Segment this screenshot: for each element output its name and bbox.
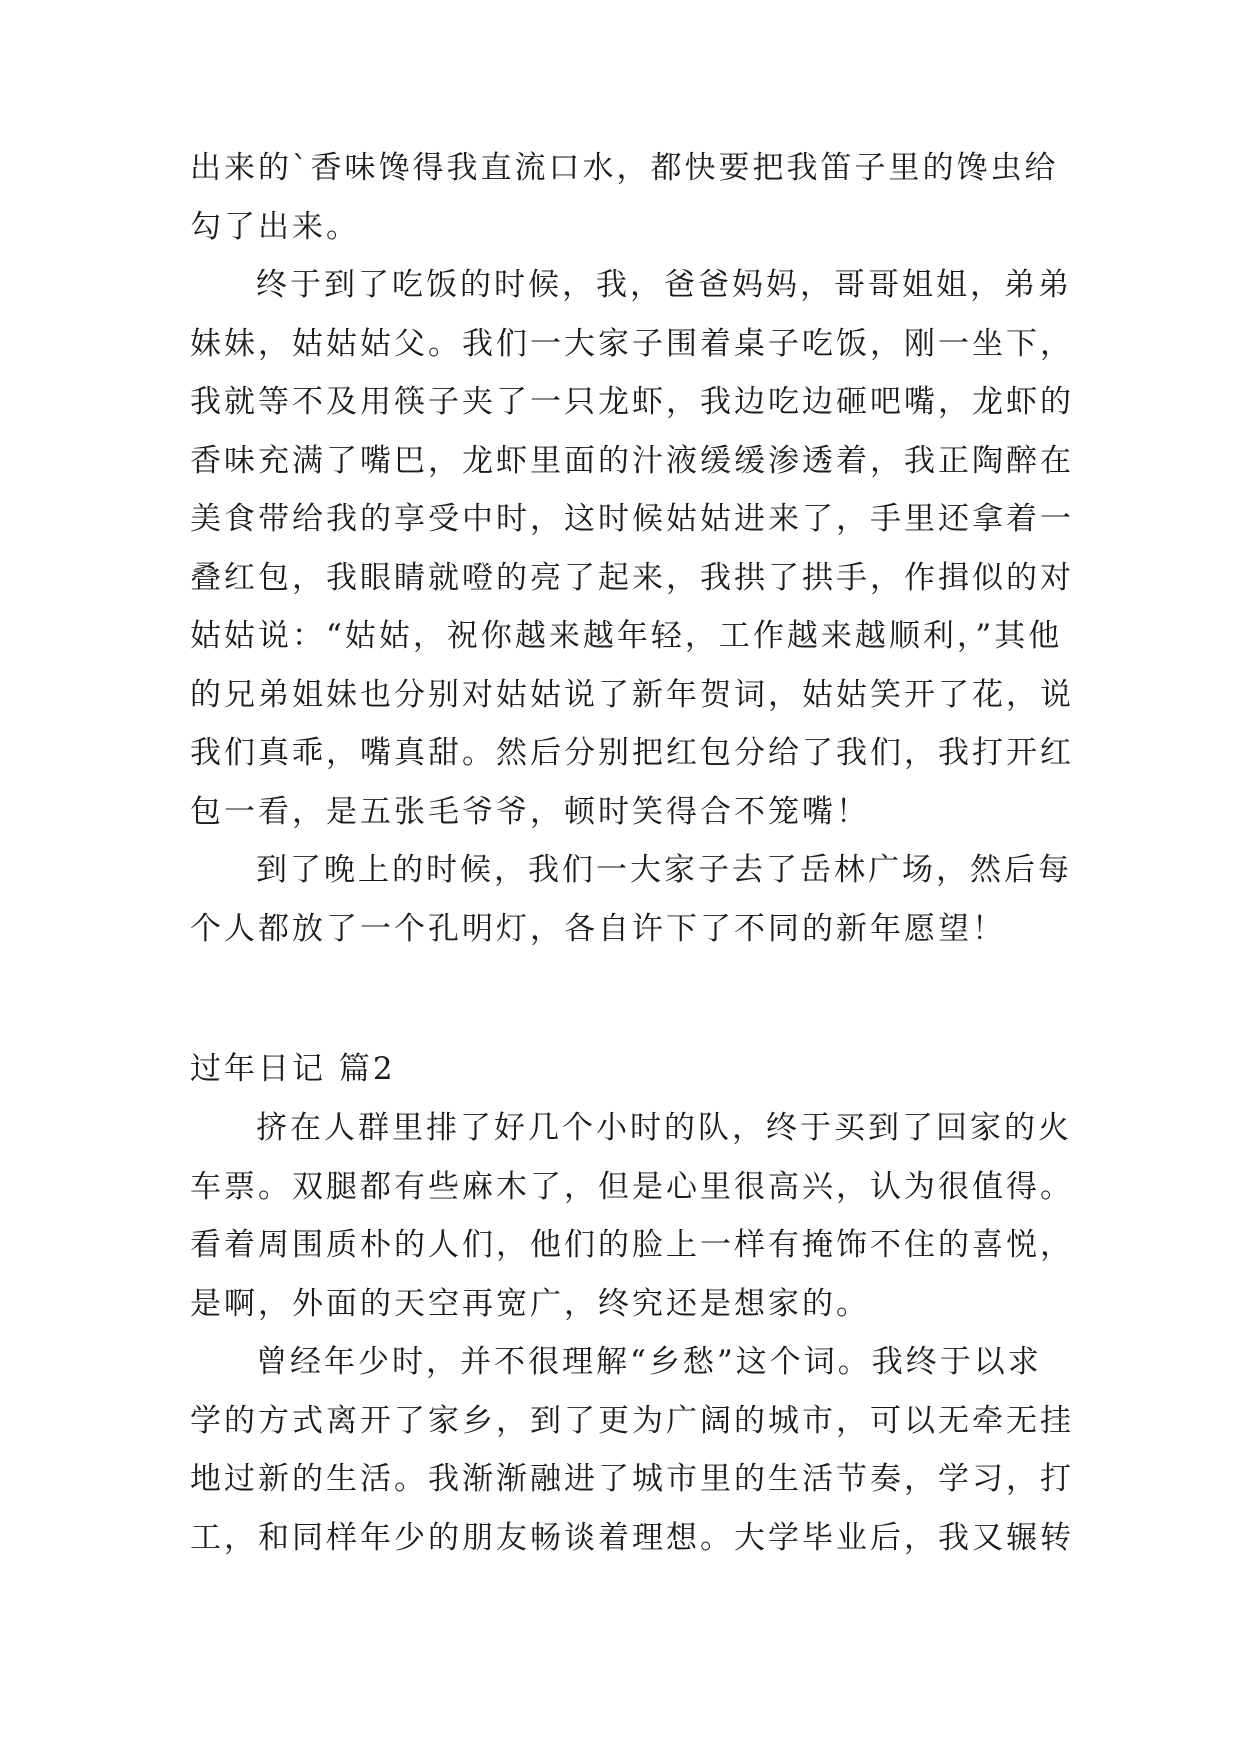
diary-continuation-block [190, 139, 1074, 958]
paragraph-line: 包一看，是五张毛爷爷，顿时笑得合不笼嘴！ [190, 793, 870, 830]
paragraph-line: 我就等不及用筷子夹了一只龙虾，我边吃边砸吧嘴，龙虾的 [190, 384, 1074, 420]
paragraph-line: 个人都放了一个孔明灯，各自许下了不同的新年愿望！ [190, 910, 1006, 947]
paragraph-line: 香味充满了嘴巴，龙虾里面的汁液缓缓渗透着，我正陶醉在 [190, 442, 1074, 479]
section-2-body [190, 1099, 1074, 1567]
paragraph-line: 我们真乖，嘴真甜。然后分别把红包分给了我们，我打开红 [190, 735, 1074, 771]
paragraph-line: 工，和同样年少的朋友畅谈着理想。大学毕业后，我又辗转 [190, 1519, 1074, 1556]
paragraph-line: 挤在人群里排了好几个小时的队，终于买到了回家的火 [256, 1110, 1072, 1146]
paragraph-line: 出来的`香味馋得我直流口水，都快要把我笛子里的馋虫给 [190, 150, 1059, 186]
paragraph-line: 到了晚上的时候，我们一大家子去了岳林广场，然后每 [256, 852, 1072, 888]
paragraph-line: 曾经年少时，并不很理解“乡愁”这个词。我终于以求 [256, 1344, 1042, 1380]
paragraph-line: 车票。双腿都有些麻木了，但是心里很高兴，认为很值得。 [190, 1168, 1074, 1205]
paragraph-line: 学的方式离开了家乡，到了更为广阔的城市，可以无牵无挂 [190, 1402, 1074, 1439]
section-title: 过年日记 篇2 [190, 1051, 396, 1087]
paragraph-line: 的兄弟姐妹也分别对姑姑说了新年贺词，姑姑笑开了花，说 [190, 676, 1074, 713]
paragraph-line: 地过新的生活。我渐渐融进了城市里的生活节奏，学习，打 [190, 1461, 1074, 1497]
paragraph-line: 看着周围质朴的人们，他们的脸上一样有掩饰不住的喜悦， [190, 1227, 1074, 1263]
paragraph-line: 妹妹，姑姑姑父。我们一大家子围着桌子吃饭，刚一坐下， [190, 325, 1074, 362]
paragraph-line: 美食带给我的享受中时，这时候姑姑进来了，手里还拿着一 [190, 501, 1074, 537]
paragraph-line: 是啊，外面的天空再宽广，终究还是想家的。 [190, 1285, 870, 1322]
paragraph-line: 叠红包，我眼睛就噔的亮了起来，我拱了拱手，作揖似的对 [190, 559, 1074, 596]
paragraph-line: 终于到了吃饭的时候，我，爸爸妈妈，哥哥姐姐，弟弟 [256, 267, 1072, 303]
paragraph-line: 勾了出来。 [190, 208, 360, 245]
paragraph-line: 姑姑说：“姑姑，祝你越来越年轻，工作越来越顺利，”其他 [190, 618, 1063, 654]
